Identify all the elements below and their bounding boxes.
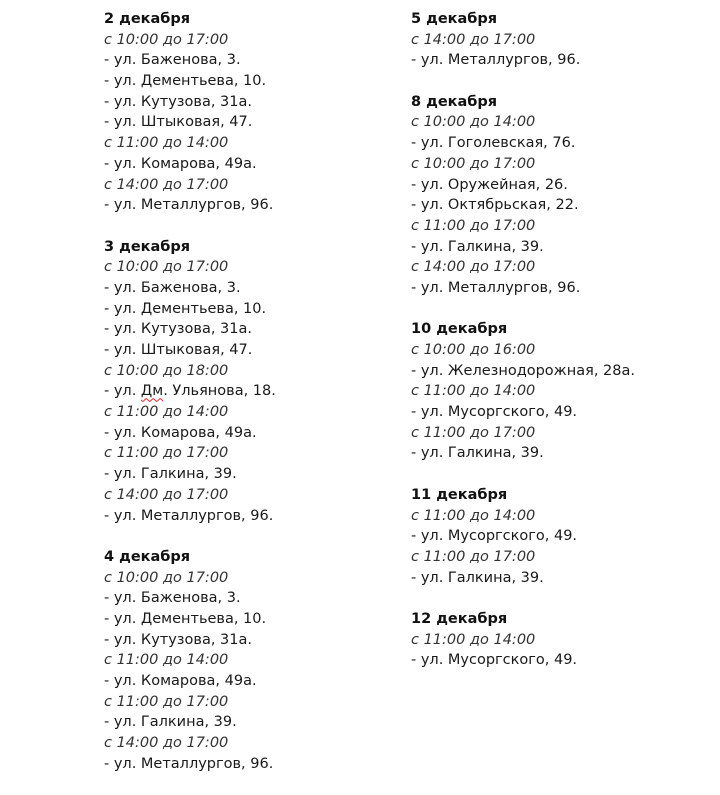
address-item: - ул. Гоголевская, 76. [411,135,576,152]
day-heading: 5 декабря [411,11,498,27]
address-item: - ул. Оружейная, 26. [411,176,568,193]
address-item: - ул. Комарова, 49а. [104,424,257,441]
day-block [104,9,404,216]
day-heading: 12 декабря [411,610,508,627]
schedule-column-left [104,9,404,795]
address-item: - ул. Штыковая, 47. [104,342,253,358]
day-heading: 10 декабря [411,321,508,338]
address-item: - ул. Кутузова, 31а. [104,93,252,110]
day-block [411,609,711,671]
day-heading: 11 декабря [411,486,508,503]
address-item: - ул. Дементьева, 10. [104,610,267,627]
day-block [411,319,711,464]
time-range: с 10:00 до 18:00 [104,362,229,379]
time-range: с 14:00 до 17:00 [411,31,536,48]
time-range: с 11:00 до 14:00 [104,135,229,152]
time-range: с 10:00 до 14:00 [411,114,536,131]
day-block [411,92,711,299]
time-range: с 10:00 до 16:00 [411,342,536,358]
address-item: - ул. Кутузова, 31а. [104,631,252,648]
address-item: - ул. Металлургов, 96. [104,197,274,214]
day-heading: 4 декабря [104,548,191,565]
time-range: с 11:00 до 17:00 [104,693,229,710]
time-range: с 11:00 до 14:00 [411,383,536,400]
address-item: - ул. Баженова, 3. [104,590,241,607]
schedule-column-right [411,9,711,692]
address-item: - ул. Кутузова, 31а. [104,321,252,338]
day-block [411,9,711,71]
time-range: с 11:00 до 17:00 [104,445,229,462]
day-heading: 8 декабря [411,93,498,110]
time-range: с 11:00 до 14:00 [411,631,536,648]
day-heading: 2 декабря [104,11,191,27]
time-range: с 10:00 до 17:00 [104,259,229,276]
time-range: с 11:00 до 14:00 [104,404,229,421]
address-item: - ул. Дементьева, 10. [104,300,267,317]
address-item: - ул. Мусоргского, 49. [411,404,578,421]
address-item: - ул. Галкина, 39. [104,466,237,483]
address-item: - ул. Дм. Ульянова, 18. [104,383,276,400]
address-item: - ул. Металлургов, 96. [411,52,581,69]
address-item: - ул. Мусоргского, 49. [411,528,578,545]
time-range: с 14:00 до 17:00 [104,176,229,193]
address-item: - ул. Баженова, 3. [104,52,241,69]
address-item: - ул. Галкина, 39. [411,569,544,586]
address-item: - ул. Дементьева, 10. [104,73,267,90]
day-block [104,237,404,527]
time-range: с 11:00 до 17:00 [411,424,536,441]
address-item: - ул. Штыковая, 47. [104,114,253,131]
address-item: - ул. Комарова, 49а. [104,155,257,172]
address-item: - ул. Металлургов, 96. [411,279,581,296]
address-item: - ул. Металлургов, 96. [104,507,274,524]
time-range: с 10:00 до 17:00 [104,569,229,586]
address-item: - ул. Мусоргского, 49. [411,652,578,669]
time-range: с 11:00 до 14:00 [411,507,536,524]
address-item: - ул. Галкина, 39. [411,238,544,255]
time-range: с 14:00 до 17:00 [411,259,536,276]
time-range: с 14:00 до 17:00 [104,735,229,752]
address-item: - ул. Октябрьская, 22. [411,197,579,214]
address-item: - ул. Металлургов, 96. [104,755,274,772]
day-block [104,547,404,775]
time-range: с 14:00 до 17:00 [104,486,229,503]
day-heading: 3 декабря [104,238,191,255]
time-range: с 10:00 до 17:00 [104,31,229,48]
address-item: - ул. Комарова, 49а. [104,673,257,689]
address-item: - ул. Баженова, 3. [104,279,241,296]
time-range: с 10:00 до 17:00 [411,155,536,172]
time-range: с 11:00 до 14:00 [104,652,229,669]
address-item: - ул. Железнодорожная, 28а. [411,362,635,379]
address-item: - ул. Галкина, 39. [104,714,237,731]
spellcheck-underline: Дм [140,383,164,400]
time-range: с 11:00 до 17:00 [411,217,536,234]
day-block [411,485,711,588]
address-item: - ул. Галкина, 39. [411,445,544,462]
time-range: с 11:00 до 17:00 [411,548,536,565]
